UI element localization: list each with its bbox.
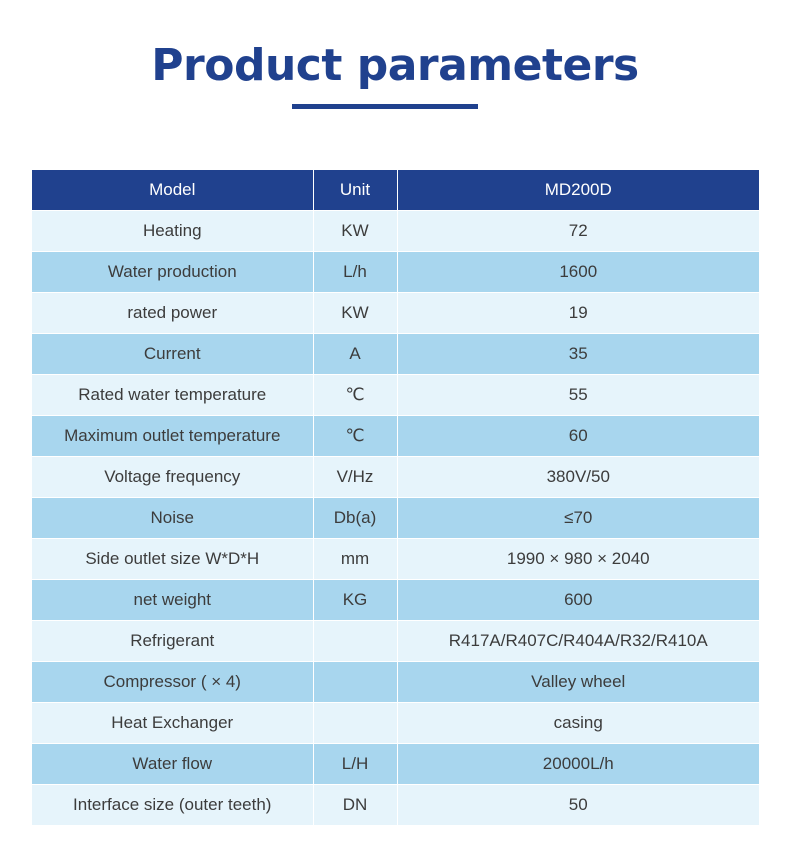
table-row [32,211,759,252]
table-row [32,498,759,539]
table-row [32,621,759,662]
table-row [32,375,759,416]
parameter-value: 1990 × 980 × 2040 [397,539,759,580]
parameter-value: 19 [397,293,759,334]
parameter-name: Maximum outlet temperature [32,416,313,457]
column-header-model-value: MD200D [397,170,759,211]
parameter-value: 72 [397,211,759,252]
parameter-name: rated power [32,293,313,334]
column-header-model: Model [32,170,313,211]
parameter-value: 55 [397,375,759,416]
page-title: Product parameters [151,40,639,91]
parameter-unit: mm [313,539,397,580]
table-row [32,416,759,457]
parameter-unit [313,662,397,703]
table-row [32,580,759,621]
parameter-unit: DN [313,785,397,826]
parameter-value: 380V/50 [397,457,759,498]
parameter-unit [313,703,397,744]
parameter-value: 20000L/h [397,744,759,785]
parameter-value: Valley wheel [397,662,759,703]
parameter-name: Heat Exchanger [32,703,313,744]
parameter-value: casing [397,703,759,744]
title-underline [292,104,478,109]
parameter-name: Compressor ( × 4) [32,662,313,703]
parameter-unit: L/h [313,252,397,293]
table-header-row [32,170,759,211]
parameter-value: 1600 [397,252,759,293]
parameter-unit: V/Hz [313,457,397,498]
parameter-value: ≤70 [397,498,759,539]
parameter-name: Current [32,334,313,375]
parameter-name: Heating [32,211,313,252]
parameter-unit: ℃ [313,375,397,416]
parameter-name: Refrigerant [32,621,313,662]
table-row [32,703,759,744]
parameter-name: Voltage frequency [32,457,313,498]
parameter-unit: ℃ [313,416,397,457]
parameter-unit: A [313,334,397,375]
table-row [32,785,759,826]
table-row [32,334,759,375]
table-row [32,744,759,785]
parameter-value: 50 [397,785,759,826]
parameter-name: Interface size (outer teeth) [32,785,313,826]
table-row [32,252,759,293]
column-header-unit: Unit [313,170,397,211]
parameter-value: R417A/R407C/R404A/R32/R410A [397,621,759,662]
table-row [32,457,759,498]
parameter-name: Noise [32,498,313,539]
parameter-name: net weight [32,580,313,621]
parameter-name: Rated water temperature [32,375,313,416]
parameter-unit [313,621,397,662]
parameters-table [32,170,759,826]
parameter-unit: KW [313,293,397,334]
parameter-unit: L/H [313,744,397,785]
parameter-unit: Db(a) [313,498,397,539]
table-row [32,539,759,580]
parameter-name: Water flow [32,744,313,785]
parameter-unit: KW [313,211,397,252]
table-row [32,293,759,334]
parameter-name: Side outlet size W*D*H [32,539,313,580]
parameter-value: 600 [397,580,759,621]
parameter-value: 35 [397,334,759,375]
parameter-name: Water production [32,252,313,293]
table-row [32,662,759,703]
parameter-value: 60 [397,416,759,457]
parameter-unit: KG [313,580,397,621]
